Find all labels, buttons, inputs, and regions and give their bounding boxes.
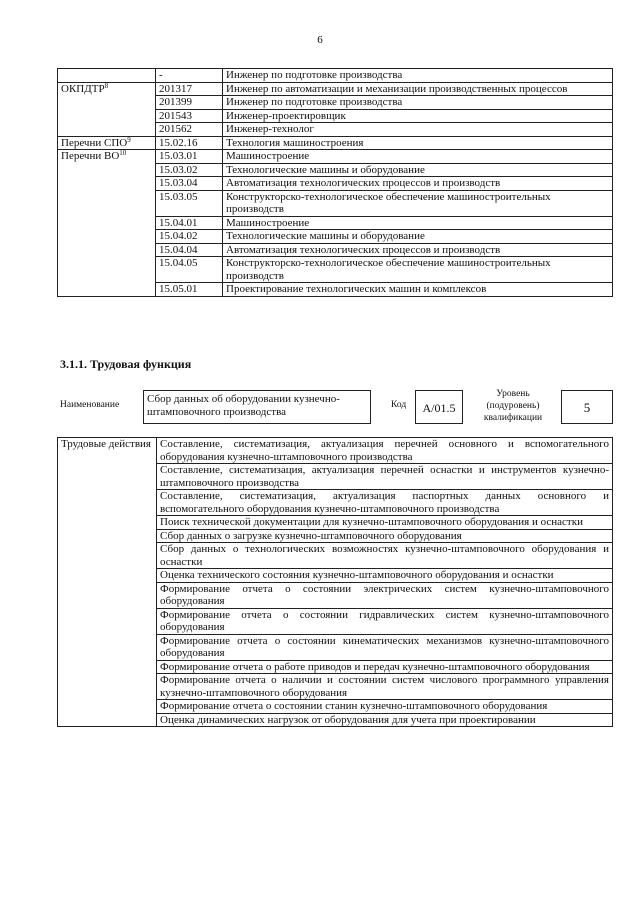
name-cell: Технологические машины и оборудование bbox=[223, 163, 613, 177]
action-item: Составление, систематизация, актуализация перечней основного и вспомогательного оборудования кузнечно-штамповочного производства bbox=[157, 438, 613, 464]
page-number: 6 bbox=[317, 34, 323, 46]
action-item: Формирование отчета о состоянии станин кузнечно-штамповочного оборудования bbox=[157, 700, 613, 714]
footnote-ref: 9 bbox=[127, 135, 131, 144]
footnote-ref: 10 bbox=[119, 149, 127, 157]
name-cell: Инженер по автоматизации и механизации производственных процессов bbox=[223, 82, 613, 96]
footnote-ref: 8 bbox=[104, 81, 109, 90]
qualification-codes-table bbox=[57, 68, 613, 297]
name-cell: Автоматизация технологических процессов и производств bbox=[223, 243, 613, 257]
action-item: Формирование отчета о состоянии кинематических механизмов кузнечно-штамповочного оборудования bbox=[157, 634, 613, 660]
action-item: Поиск технической документации для кузнечно-штамповочного оборудования и оснастки bbox=[157, 516, 613, 530]
group-cell bbox=[58, 150, 156, 297]
table-row bbox=[58, 69, 613, 83]
code-cell: 15.04.01 bbox=[156, 216, 223, 230]
group-label: ОКПДТР bbox=[61, 82, 105, 95]
function-name: Сбор данных об оборудовании кузнечно-штамповочного производства bbox=[143, 390, 371, 424]
group-label: Перечни ВО bbox=[61, 150, 120, 162]
code-cell: 15.04.04 bbox=[156, 243, 223, 257]
group-cell bbox=[58, 69, 156, 83]
action-item: Оценка динамических нагрузок от оборудования для учета при проектировании bbox=[157, 713, 613, 727]
name-cell: Автоматизация технологических процессов и производств bbox=[223, 177, 613, 191]
name-cell: Технология машиностроения bbox=[223, 136, 613, 150]
code-cell: 15.04.02 bbox=[156, 230, 223, 244]
table-row bbox=[58, 150, 613, 164]
name-cell: Конструкторско-технологическое обеспечение машиностроительных производств bbox=[223, 257, 613, 283]
group-cell bbox=[58, 136, 156, 150]
code-cell: 15.05.01 bbox=[156, 283, 223, 297]
table-row bbox=[58, 438, 613, 464]
action-item: Составление, систематизация, актуализация перечней оснастки и инструментов кузнечно-штамповочного производства bbox=[157, 464, 613, 490]
name-cell: Инженер-технолог bbox=[223, 123, 613, 137]
action-item: Оценка технического состояния кузнечно-штамповочного оборудования и оснастки bbox=[157, 569, 613, 583]
action-item: Формирование отчета о состоянии электрических систем кузнечно-штамповочного оборудования bbox=[157, 582, 613, 608]
actions-label: Трудовые действия bbox=[58, 438, 157, 727]
code-cell: 201317 bbox=[156, 82, 223, 96]
qualification-level: 5 bbox=[561, 390, 613, 424]
code-cell: 15.04.05 bbox=[156, 257, 223, 283]
code-label: Код bbox=[391, 400, 407, 410]
table-row bbox=[58, 136, 613, 150]
name-cell: Конструкторско-технологическое обеспечение машиностроительных производств bbox=[223, 190, 613, 216]
code-cell: 201562 bbox=[156, 123, 223, 137]
group-label: Перечни СПО bbox=[61, 136, 128, 149]
name-cell: Проектирование технологических машин и комплексов bbox=[223, 283, 613, 297]
name-cell: Инженер по подготовке производства bbox=[223, 69, 613, 83]
name-cell: Технологические машины и оборудование bbox=[223, 230, 613, 244]
labor-function-header bbox=[57, 386, 613, 430]
action-item: Сбор данных о загрузке кузнечно-штамповочного оборудования bbox=[157, 529, 613, 543]
code-cell: 201543 bbox=[156, 109, 223, 123]
code-cell: 15.03.05 bbox=[156, 190, 223, 216]
code-cell: 15.03.02 bbox=[156, 163, 223, 177]
action-item: Формирование отчета о наличии и состоянии систем числового программного управления кузнечно-штамповочного оборудования bbox=[157, 674, 613, 700]
code-cell: 15.03.04 bbox=[156, 177, 223, 191]
name-cell: Инженер по подготовке производства bbox=[223, 96, 613, 110]
code-cell: 201399 bbox=[156, 96, 223, 110]
action-item: Составление, систематизация, актуализация паспортных данных основного и вспомогательного оборудования кузнечно-штамповочного производства bbox=[157, 490, 613, 516]
section-title: 3.1.1. Трудовая функция bbox=[60, 357, 192, 371]
code-cell: 15.03.01 bbox=[156, 150, 223, 164]
code-cell: 15.02.16 bbox=[156, 136, 223, 150]
level-label: Уровень (подуровень) квалификации bbox=[483, 389, 543, 423]
name-label: Наименование bbox=[60, 400, 120, 410]
action-item: Формирование отчета о работе приводов и передач кузнечно-штамповочного оборудования bbox=[157, 660, 613, 674]
action-item: Сбор данных о технологических возможностях кузнечно-штамповочного оборудования и оснастки bbox=[157, 543, 613, 569]
action-item: Формирование отчета о состоянии гидравлических систем кузнечно-штамповочного оборудования bbox=[157, 608, 613, 634]
labor-actions-table bbox=[57, 437, 613, 727]
name-cell: Машиностроение bbox=[223, 150, 613, 164]
name-cell: Машиностроение bbox=[223, 216, 613, 230]
function-code: А/01.5 bbox=[415, 390, 463, 424]
group-cell bbox=[58, 82, 156, 136]
table-row bbox=[58, 82, 613, 96]
code-cell: - bbox=[156, 69, 223, 83]
name-cell: Инженер-проектировщик bbox=[223, 109, 613, 123]
